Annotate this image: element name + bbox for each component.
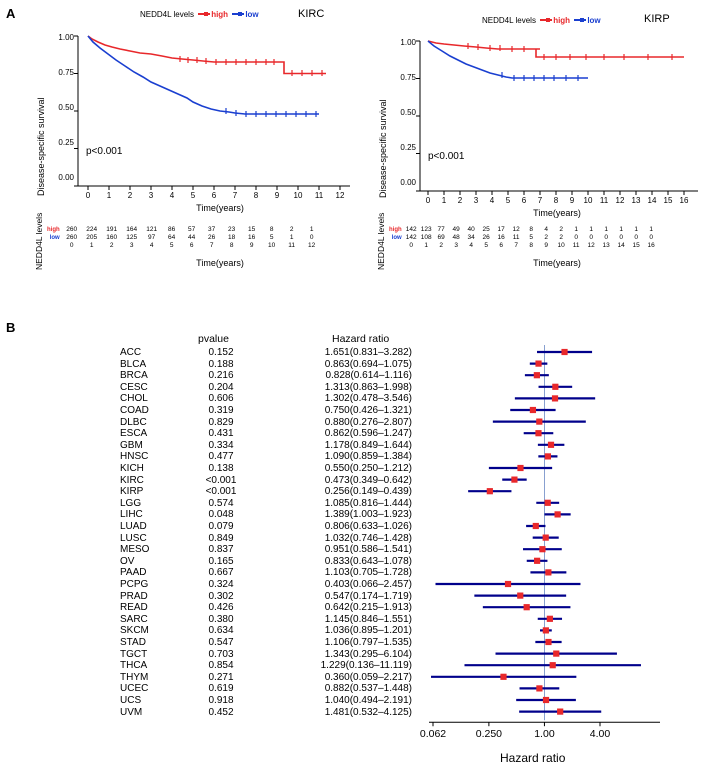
risk-xtick: 0 [409, 242, 413, 249]
risk-cell: 25 [482, 226, 490, 233]
forest-row-pvalue: 0.703 [208, 648, 234, 660]
forest-row-pvalue: 0.837 [208, 544, 234, 556]
risk-cell: 8 [269, 226, 274, 233]
km-ytick: 1.00 [400, 38, 416, 47]
legend-low-label: low [245, 10, 259, 19]
risk-cell: 1 [574, 226, 578, 233]
km-ytick: 0.75 [400, 73, 416, 82]
risk-cell: 4 [544, 226, 548, 233]
risk-cell: 1 [634, 226, 638, 233]
risk-cell: 17 [497, 226, 505, 233]
risk-cell: 49 [452, 226, 460, 233]
km-xtick: 0 [425, 196, 431, 205]
km-ytick: 0.50 [400, 108, 416, 117]
forest-row-cancer: UVM [120, 706, 143, 718]
risk-xtick: 3 [454, 242, 458, 249]
risk-cell: 97 [148, 234, 156, 241]
risk-xtick: 2 [439, 242, 443, 249]
km-xtick: 5 [190, 191, 196, 200]
forest-row-pvalue: 0.048 [208, 509, 234, 521]
forest-row-pvalue: 0.606 [208, 393, 234, 405]
legend-low-label: low [587, 16, 601, 25]
table-row [46, 242, 322, 250]
km-xtick: 4 [169, 191, 175, 200]
forest-row-pvalue: 0.452 [208, 706, 234, 718]
risk-cell: 0 [619, 234, 623, 241]
km-xtick: 11 [314, 191, 324, 200]
forest-row-hr: 1.178(0.849–1.644) [324, 439, 412, 451]
forest-row-cancer: ESCA [120, 428, 148, 440]
km-xtick: 16 [679, 196, 689, 205]
km-xtick: 4 [489, 196, 495, 205]
km-xtick: 5 [505, 196, 511, 205]
forest-row-cancer: ACC [120, 347, 142, 358]
forest-row-cancer: BRCA [120, 370, 148, 382]
risk-cell: 164 [126, 226, 138, 233]
forest-row-pvalue: 0.165 [208, 555, 234, 567]
km-plot-kirc [30, 8, 360, 298]
forest-row-cancer: UCEC [120, 683, 149, 695]
risk-cell: 11 [512, 234, 520, 241]
forest-row-pvalue: 0.334 [208, 439, 234, 451]
risk-cell: 26 [482, 234, 490, 241]
forest-row-cancer: CHOL [120, 393, 148, 405]
forest-row-cancer: GBM [120, 439, 143, 451]
forest-row-hr: 1.036(0.895–1.201) [324, 625, 412, 637]
forest-xtick: 1.00 [534, 728, 555, 741]
forest-row-hr: 0.806(0.633–1.026) [324, 521, 412, 532]
forest-row-cancer: PAAD [120, 567, 147, 579]
km-ylabel-kirp: Disease-specific survival [378, 99, 388, 198]
risk-xtick: 3 [129, 242, 134, 249]
km-ytick: 0.50 [58, 103, 74, 112]
risk-cell: 160 [106, 234, 118, 241]
forest-row-hr: 1.651(0.831–3.282) [324, 347, 412, 358]
forest-row-cancer: BLCA [120, 358, 147, 370]
forest-row-hr: 1.106(0.797–1.535) [324, 637, 412, 648]
forest-row-cancer: LUAD [120, 521, 147, 532]
forest-row-cancer: DLBC [120, 416, 147, 428]
forest-row-cancer: LUSC [120, 532, 147, 544]
forest-row-cancer: KIRC [120, 474, 144, 486]
forest-row-hr: 1.090(0.859–1.384) [324, 451, 412, 463]
km-xtick: 6 [211, 191, 217, 200]
forest-row-hr: 1.032(0.746–1.428) [324, 532, 412, 544]
forest-row-hr: 1.481(0.532–4.125) [324, 706, 412, 718]
km-xtick: 8 [253, 191, 259, 200]
forest-row-cancer: READ [120, 602, 148, 614]
km-xtick: 2 [127, 191, 133, 200]
km-title-kirc: KIRC [298, 8, 325, 20]
risk-xtick: 11 [572, 242, 580, 249]
forest-row-cancer: PCPG [120, 579, 149, 590]
km-xtick: 10 [293, 191, 303, 200]
km-xtick: 8 [553, 196, 559, 205]
forest-row-hr: 1.302(0.478–3.546) [324, 393, 412, 405]
panel-a-letter: A [6, 6, 16, 21]
km-xlabel-kirc: Time(years) [196, 203, 244, 213]
forest-xlabel: Hazard ratio [500, 751, 566, 765]
forest-plot [0, 325, 711, 777]
risk-xtick: 11 [288, 242, 296, 249]
forest-row-pvalue: 0.271 [208, 671, 234, 683]
forest-row-hr: 1.313(0.863–1.998) [324, 381, 412, 393]
forest-row-hr: 1.343(0.295–6.104) [324, 648, 412, 660]
forest-row-pvalue: 0.319 [208, 405, 234, 416]
risk-xtick: 15 [632, 242, 640, 249]
km-risk-table-kirc [46, 226, 322, 250]
km-xtick: 15 [663, 196, 673, 205]
forest-row-cancer: SKCM [120, 625, 149, 637]
risk-cell: 86 [168, 226, 176, 233]
km-xtick: 3 [473, 196, 479, 205]
panel-b-letter: B [6, 320, 16, 335]
risk-cell: 48 [452, 234, 460, 241]
km-xtick: 12 [615, 196, 625, 205]
risk-cell: 0 [589, 234, 593, 241]
risk-cell: 1 [604, 226, 608, 233]
km-pvalue-kirp: p<0.001 [428, 151, 465, 162]
km-xtick: 11 [599, 196, 609, 205]
km-ytick: 0.25 [400, 143, 416, 152]
forest-row-hr: 0.403(0.066–2.457) [324, 579, 412, 590]
risk-cell: 0 [574, 234, 578, 241]
forest-row-cancer: LGG [120, 497, 142, 509]
risk-cell: 5 [269, 234, 274, 241]
forest-row-pvalue: 0.216 [208, 370, 234, 382]
risk-cell: 34 [467, 234, 475, 241]
forest-xtick: 0.250 [475, 728, 503, 741]
risk-row-label: low [391, 235, 402, 241]
km-plot-kirp [372, 8, 707, 298]
risk-xtick: 6 [189, 242, 194, 249]
risk-cell: 1 [619, 226, 623, 233]
risk-cell: 142 [405, 234, 417, 241]
risk-xtick: 9 [249, 242, 254, 249]
risk-row-label: high [47, 227, 60, 233]
risk-cell: 108 [420, 234, 432, 241]
risk-xtick: 10 [268, 242, 276, 249]
km-pvalue-kirc: p<0.001 [86, 146, 123, 157]
risk-xtick: 16 [647, 242, 655, 249]
risk-xtick: 14 [617, 242, 625, 249]
forest-row-hr: 0.547(0.174–1.719) [324, 590, 412, 602]
risk-xtick: 0 [69, 242, 74, 249]
risk-xtick: 2 [109, 242, 114, 249]
risk-cell: 0 [604, 234, 608, 241]
risk-xtick: 9 [544, 242, 548, 249]
forest-row-pvalue: 0.854 [208, 660, 234, 672]
km-risk-table-kirp [388, 226, 659, 250]
risk-row-label: high [389, 227, 402, 233]
forest-row-cancer: HNSC [120, 451, 149, 463]
table-row [388, 242, 659, 250]
forest-row-pvalue: 0.634 [208, 625, 234, 637]
forest-row-hr: 0.880(0.276–2.807) [324, 416, 412, 428]
risk-xtick: 5 [169, 242, 174, 249]
forest-row-pvalue: 0.152 [208, 347, 234, 358]
risk-xtick: 7 [209, 242, 214, 249]
table-row [388, 226, 659, 234]
risk-cell: 15 [248, 226, 256, 233]
legend-high-label: high [553, 16, 571, 25]
risk-xtick: 8 [529, 242, 533, 249]
km-curve-svg-kirc [30, 8, 360, 208]
km-xtick: 6 [521, 196, 527, 205]
risk-xtick: 1 [89, 242, 94, 249]
forest-row-cancer: COAD [120, 405, 149, 416]
km-xtick: 3 [148, 191, 154, 200]
risk-cell: 5 [529, 234, 533, 241]
forest-row-hr: 0.863(0.694–1.075) [324, 358, 412, 370]
km-risk-xlabel-kirc: Time(years) [196, 258, 244, 268]
risk-cell: 121 [146, 226, 158, 233]
forest-row-pvalue: 0.188 [208, 358, 234, 370]
risk-cell: 123 [420, 226, 432, 233]
forest-row-cancer: STAD [120, 637, 146, 648]
forest-row-hr: 1.389(1.003–1.923) [324, 509, 412, 521]
forest-row-pvalue: 0.574 [208, 497, 234, 509]
forest-row-cancer: MESO [120, 544, 150, 556]
km-ytick: 0.25 [58, 138, 74, 147]
forest-row-hr: 1.085(0.816–1.444) [324, 497, 412, 509]
risk-xtick: 1 [424, 242, 428, 249]
risk-cell: 142 [405, 226, 417, 233]
forest-row-cancer: UCS [120, 695, 142, 706]
risk-cell: 260 [66, 234, 78, 241]
risk-cell: 8 [529, 226, 533, 233]
forest-header-pvalue: pvalue [198, 333, 229, 345]
forest-row-hr: 0.862(0.596–1.247) [324, 428, 412, 440]
legend-title: NEDD4L levels [482, 16, 536, 25]
risk-cell: 224 [86, 226, 98, 233]
km-xtick: 9 [569, 196, 575, 205]
risk-cell: 205 [86, 234, 98, 241]
risk-xtick: 12 [308, 242, 316, 249]
risk-cell: 26 [208, 234, 216, 241]
risk-cell: 44 [188, 234, 196, 241]
forest-row-cancer: LIHC [120, 509, 143, 521]
forest-row-pvalue: 0.138 [208, 463, 234, 474]
table-row [388, 234, 659, 242]
forest-row-hr: 0.473(0.349–0.642) [324, 474, 412, 486]
risk-cell: 260 [66, 226, 78, 233]
forest-row-pvalue: 0.324 [208, 579, 234, 590]
forest-row-pvalue: 0.619 [208, 683, 234, 695]
risk-cell: 0 [634, 234, 638, 241]
risk-cell: 64 [168, 234, 176, 241]
forest-row-cancer: TGCT [120, 648, 148, 660]
forest-svg [415, 345, 705, 765]
km-title-kirp: KIRP [644, 13, 670, 25]
forest-row-hr: 0.750(0.426–1.321) [324, 405, 412, 416]
km-xlabel-kirp: Time(years) [533, 208, 581, 218]
risk-cell: 12 [512, 226, 520, 233]
forest-row-cancer: SARC [120, 613, 148, 625]
risk-cell: 16 [248, 234, 256, 241]
risk-cell: 0 [649, 234, 653, 241]
risk-xtick: 7 [514, 242, 518, 249]
risk-cell: 1 [289, 234, 294, 241]
km-xtick: 7 [232, 191, 238, 200]
risk-cell: 125 [126, 234, 138, 241]
km-ytick: 1.00 [58, 33, 74, 42]
km-risk-xlabel-kirp: Time(years) [533, 258, 581, 268]
table-row [46, 226, 322, 234]
km-xtick: 13 [631, 196, 641, 205]
risk-xtick: 4 [149, 242, 154, 249]
forest-row-pvalue: 0.426 [208, 602, 234, 614]
risk-cell: 16 [497, 234, 505, 241]
forest-xtick: 0.062 [419, 728, 447, 741]
forest-row-pvalue: 0.079 [208, 521, 234, 532]
forest-row-pvalue: 0.431 [208, 428, 234, 440]
risk-cell: 2 [289, 226, 294, 233]
km-ytick: 0.00 [400, 178, 416, 187]
risk-cell: 2 [559, 226, 563, 233]
km-xtick: 14 [647, 196, 657, 205]
risk-cell: 23 [228, 226, 236, 233]
forest-header-hr: Hazard ratio [332, 333, 390, 345]
km-xtick: 12 [335, 191, 345, 200]
forest-row-pvalue: <0.001 [205, 486, 237, 498]
forest-row-cancer: KIRP [120, 486, 144, 498]
risk-cell: 2 [544, 234, 548, 241]
forest-row-pvalue: 0.380 [208, 613, 234, 625]
km-curve-svg-kirp [372, 8, 707, 213]
km-xtick: 9 [274, 191, 280, 200]
forest-row-hr: 0.951(0.586–1.541) [324, 544, 412, 556]
forest-row-hr: 0.882(0.537–1.448) [324, 683, 412, 695]
risk-cell: 40 [467, 226, 475, 233]
km-xtick: 7 [537, 196, 543, 205]
table-row [46, 234, 322, 242]
km-ytick: 0.00 [58, 173, 74, 182]
risk-xtick: 12 [587, 242, 595, 249]
forest-row-hr: 1.103(0.705–1.728) [324, 567, 412, 579]
forest-row-cancer: CESC [120, 381, 148, 393]
forest-row-cancer: PRAD [120, 590, 148, 602]
risk-cell: 18 [228, 234, 236, 241]
risk-cell: 69 [437, 234, 445, 241]
forest-row-hr: 0.256(0.149–0.439) [324, 486, 412, 498]
km-xtick: 0 [85, 191, 91, 200]
forest-row-cancer: KICH [120, 463, 144, 474]
risk-xtick: 4 [469, 242, 473, 249]
forest-row-cancer: OV [120, 555, 135, 567]
forest-row-hr: 0.833(0.643–1.078) [324, 555, 412, 567]
risk-xtick: 13 [602, 242, 610, 249]
forest-row-hr: 1.040(0.494–2.191) [324, 695, 412, 706]
forest-row-cancer: THCA [120, 660, 148, 672]
risk-cell: 0 [309, 234, 314, 241]
km-xtick: 2 [457, 196, 463, 205]
risk-row-label: low [49, 235, 60, 241]
forest-row-pvalue: 0.302 [208, 590, 234, 602]
risk-cell: 1 [589, 226, 593, 233]
forest-row-hr: 0.828(0.614–1.116) [325, 370, 412, 382]
risk-cell: 191 [106, 226, 118, 233]
risk-cell: 2 [559, 234, 563, 241]
risk-cell: 1 [649, 226, 653, 233]
risk-cell: 57 [188, 226, 196, 233]
risk-cell: 1 [309, 226, 314, 233]
legend-title: NEDD4L levels [140, 10, 194, 19]
forest-row-pvalue: 0.547 [208, 637, 234, 648]
forest-row-hr: 1.229(0.136–11.119) [320, 660, 412, 672]
km-risk-ylabel-kirc: NEDD4L levels [34, 212, 44, 270]
forest-row-pvalue: 0.204 [208, 381, 234, 393]
forest-row-pvalue: 0.667 [208, 567, 234, 579]
risk-xtick: 8 [229, 242, 234, 249]
km-xtick: 10 [583, 196, 593, 205]
km-ylabel-kirc: Disease-specific survival [36, 97, 46, 196]
forest-row-hr: 0.360(0.059–2.217) [324, 671, 412, 683]
risk-xtick: 10 [557, 242, 565, 249]
risk-cell: 37 [208, 226, 216, 233]
risk-cell: 77 [437, 226, 445, 233]
forest-row-hr: 0.550(0.250–1.212) [324, 463, 412, 474]
forest-xtick: 4.00 [589, 728, 611, 741]
km-xtick: 1 [106, 191, 112, 200]
km-risk-ylabel-kirp: NEDD4L levels [376, 212, 386, 270]
km-xtick: 1 [441, 196, 447, 205]
forest-row-pvalue: 0.849 [208, 532, 234, 544]
forest-row-hr: 1.145(0.846–1.551) [324, 613, 412, 625]
legend-high-label: high [211, 10, 229, 19]
forest-row-pvalue: <0.001 [205, 474, 237, 486]
forest-row-pvalue: 0.918 [208, 695, 234, 706]
forest-row-pvalue: 0.829 [208, 416, 234, 428]
forest-row-hr: 0.642(0.215–1.913) [324, 602, 412, 614]
risk-xtick: 6 [499, 242, 503, 249]
risk-xtick: 5 [484, 242, 488, 249]
forest-row-cancer: THYM [120, 671, 149, 683]
km-ytick: 0.75 [58, 68, 74, 77]
forest-row-pvalue: 0.477 [208, 451, 234, 463]
